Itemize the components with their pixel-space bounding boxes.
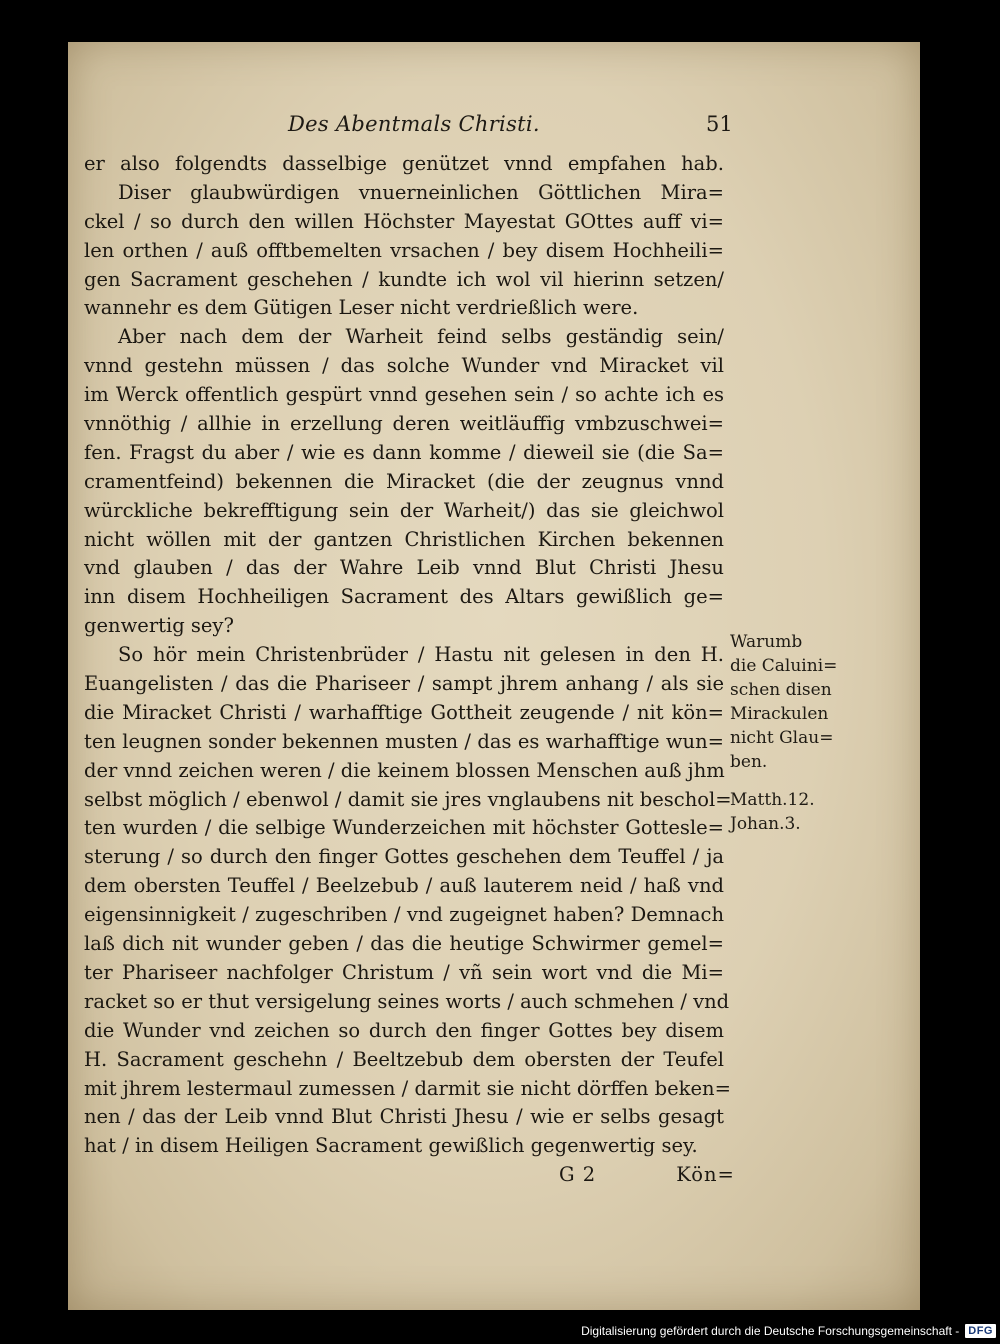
text-line: laß dich nit wunder geben / das die heutige Schwirmer gemel= bbox=[84, 932, 724, 956]
text-line: ten wurden / die selbige Wunderzeichen mit höchster Gottesle= bbox=[84, 816, 724, 840]
text-line: racket so er thut versigelung seines worts / auch schmehen / vnd bbox=[84, 989, 730, 1013]
text-line: H. Sacrament geschehn / Beeltzebub dem obersten der Teufel bbox=[84, 1047, 724, 1071]
catchword: Kön= bbox=[676, 1163, 735, 1187]
text-line: eigensinnigkeit / zugeschriben / vnd zugeignet haben? Demnach bbox=[84, 903, 724, 927]
margin-note-line: Warumb bbox=[730, 632, 803, 652]
book-page bbox=[68, 42, 920, 1310]
text-line: mit jhrem lestermaul zumessen / darmit sie nicht dörffen beken= bbox=[84, 1076, 731, 1100]
text-line: im Werck offentlich gespürt vnnd gesehen sein / so achte ich es bbox=[84, 383, 724, 407]
text-line: ten leugnen sonder bekennen musten / das es warhafftige wun= bbox=[84, 729, 724, 753]
margin-note-line: schen disen bbox=[730, 680, 832, 700]
text-line: dem obersten Teuffel / Beelzebub / auß lauterem neid / haß vnd bbox=[84, 874, 724, 898]
margin-reference: Matth.12. bbox=[730, 790, 815, 810]
signature-line bbox=[84, 1161, 735, 1190]
text-line: Aber nach dem der Warheit feind selbs geständig sein/ bbox=[118, 325, 724, 349]
text-line: nen / das der Leib vnnd Blut Christi Jhesu / wie er selbs gesagt bbox=[84, 1105, 724, 1129]
text-line: wannehr es dem Gütigen Leser nicht verdrießlich were. bbox=[84, 296, 639, 320]
margin-note-line: nicht Glau= bbox=[730, 728, 834, 748]
text-line: inn disem Hochheiligen Sacrament des Altars gewißlich ge= bbox=[84, 585, 724, 609]
margin-note-line: Mirackulen bbox=[730, 704, 829, 724]
text-line: So hör mein Christenbrüder / Hastu nit gelesen in den H. bbox=[118, 643, 724, 667]
text-line: genwertig sey? bbox=[84, 614, 234, 638]
dfg-logo: DFG bbox=[965, 1324, 996, 1338]
text-line: ckel / so durch den willen Höchster Mayestat GOttes auff vi= bbox=[84, 209, 724, 233]
signature-mark: G 2 bbox=[559, 1163, 597, 1187]
text-line: len orthen / auß offtbemelten vrsachen / bey disem Hochheili= bbox=[84, 238, 724, 262]
text-line: cramentfeind) bekennen die Miracket (die der zeugnus vnnd bbox=[84, 469, 724, 493]
text-line: nicht wöllen mit der gantzen Christlichen Kirchen bekennen bbox=[84, 527, 724, 551]
text-line: vnnöthig / allhie in erzellung deren weitläuffig vmbzuschwei= bbox=[84, 412, 724, 436]
text-line: sterung / so durch den finger Gottes geschehen dem Teuffel / ja bbox=[84, 845, 724, 869]
text-line: die Wunder vnd zeichen so durch den finger Gottes bey disem bbox=[84, 1018, 724, 1042]
page-number: 51 bbox=[706, 112, 733, 136]
text-line: der vnnd zeichen weren / die keinem blossen Menschen auß jhm bbox=[84, 758, 725, 782]
margin-note bbox=[730, 630, 850, 836]
text-line: vnnd gestehn müssen / das solche Wunder vnd Miracket vil bbox=[84, 354, 724, 378]
text-line: ter Phariseer nachfolger Christum / vñ sein wort vnd die Mi= bbox=[84, 960, 724, 984]
text-line: er also folgendts dasselbige genützet vnnd empfahen hab. bbox=[84, 152, 724, 175]
text-line: würckliche bekrefftigung sein der Warheit/) das sie gleichwol bbox=[84, 498, 724, 522]
credit-text: Digitalisierung gefördert durch die Deutsche Forschungsgemeinschaft - bbox=[581, 1324, 960, 1338]
margin-note-line: ben. bbox=[730, 752, 768, 772]
text-line: gen Sacrament geschehen / kundte ich wol vil hierinn setzen/ bbox=[84, 267, 724, 291]
text-line: Euangelisten / das die Phariseer / sampt jhrem anhang / als sie bbox=[84, 672, 724, 696]
text-line: die Miracket Christi / warhafftige Gottheit zeugende / nit kön= bbox=[84, 700, 724, 724]
margin-reference: Johan.3. bbox=[730, 814, 801, 834]
text-line: Diser glaubwürdigen vnuerneinlichen Göttlichen Mira= bbox=[118, 180, 724, 204]
text-line: hat / in disem Heiligen Sacrament gewißlich gegenwertig sey. bbox=[84, 1134, 698, 1158]
body-text bbox=[84, 150, 735, 1190]
text-line: fen. Fragst du aber / wie es dann komme / dieweil sie (die Sa= bbox=[84, 440, 724, 464]
margin-note-line: die Caluini= bbox=[730, 656, 838, 676]
digitization-credit bbox=[581, 1320, 996, 1342]
text-line: selbst möglich / ebenwol / damit sie jres vnglaubens nit beschol= bbox=[84, 787, 732, 811]
text-line: vnd glauben / das der Wahre Leib vnnd Blut Christi Jhesu bbox=[84, 556, 724, 580]
running-title: Des Abentmals Christi. bbox=[288, 112, 540, 136]
